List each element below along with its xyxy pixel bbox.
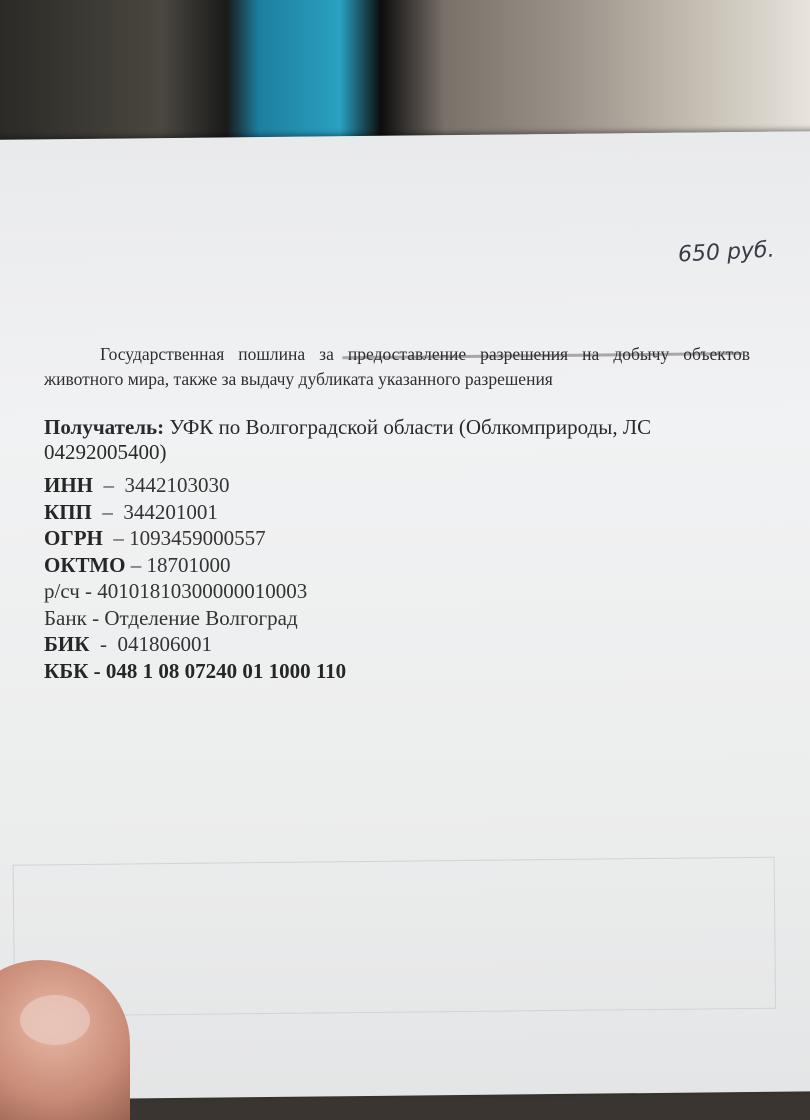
- requisite-kpp: [44, 499, 346, 526]
- requisite-label: КБК: [44, 658, 89, 683]
- requisite-label: КПП: [44, 499, 92, 524]
- requisite-label: ОГРН: [44, 526, 103, 550]
- separator: –: [93, 473, 125, 497]
- separator: –: [91, 499, 124, 524]
- requisite-label: р/сч: [44, 579, 80, 603]
- requisite-value: 1093459000557: [129, 526, 266, 550]
- requisite-label: ИНН: [44, 473, 94, 497]
- separator: –: [125, 552, 147, 577]
- requisite-label: Банк: [44, 605, 87, 630]
- recipient: [44, 415, 764, 465]
- requisite-bank: [44, 605, 346, 632]
- requisite-account: [44, 578, 346, 605]
- recipient-label: Получатель:: [44, 415, 165, 439]
- requisite-value: 3442103030: [124, 473, 230, 497]
- requisite-value: 40101810300000010003: [97, 579, 308, 603]
- requisite-kbk: [44, 658, 346, 685]
- handwritten-amount: 650 руб.: [677, 237, 776, 268]
- requisite-oktmo: [44, 552, 346, 579]
- requisite-inn: [44, 472, 346, 499]
- separator: –: [102, 526, 130, 550]
- requisite-ogrn: [44, 525, 346, 552]
- separator: -: [89, 632, 118, 656]
- separator: -: [86, 605, 105, 630]
- requisite-bik: [44, 631, 346, 658]
- bleed-through-table: [13, 857, 777, 1017]
- payment-requisites: [44, 472, 346, 684]
- requisite-value: 344201001: [123, 499, 218, 524]
- requisite-value: Отделение Волгоград: [104, 605, 298, 630]
- separator: -: [88, 658, 106, 683]
- separator: -: [79, 579, 98, 603]
- requisite-label: ОКТМО: [44, 552, 126, 577]
- recipient-value: УФК по Волгоградской области (Облкомприроды, ЛС 04292005400): [44, 415, 652, 464]
- requisite-value: 18701000: [146, 552, 231, 577]
- requisite-value: 048 1 08 07240 01 1000 110: [105, 658, 347, 683]
- requisite-label: БИК: [44, 632, 90, 656]
- requisite-value: 041806001: [117, 632, 212, 656]
- fee-description: Государственная пошлина за предоставление разрешения на добычу объектов животного мира, также за выдачу дубликата указанного разрешения: [44, 344, 750, 389]
- fingernail: [20, 995, 90, 1045]
